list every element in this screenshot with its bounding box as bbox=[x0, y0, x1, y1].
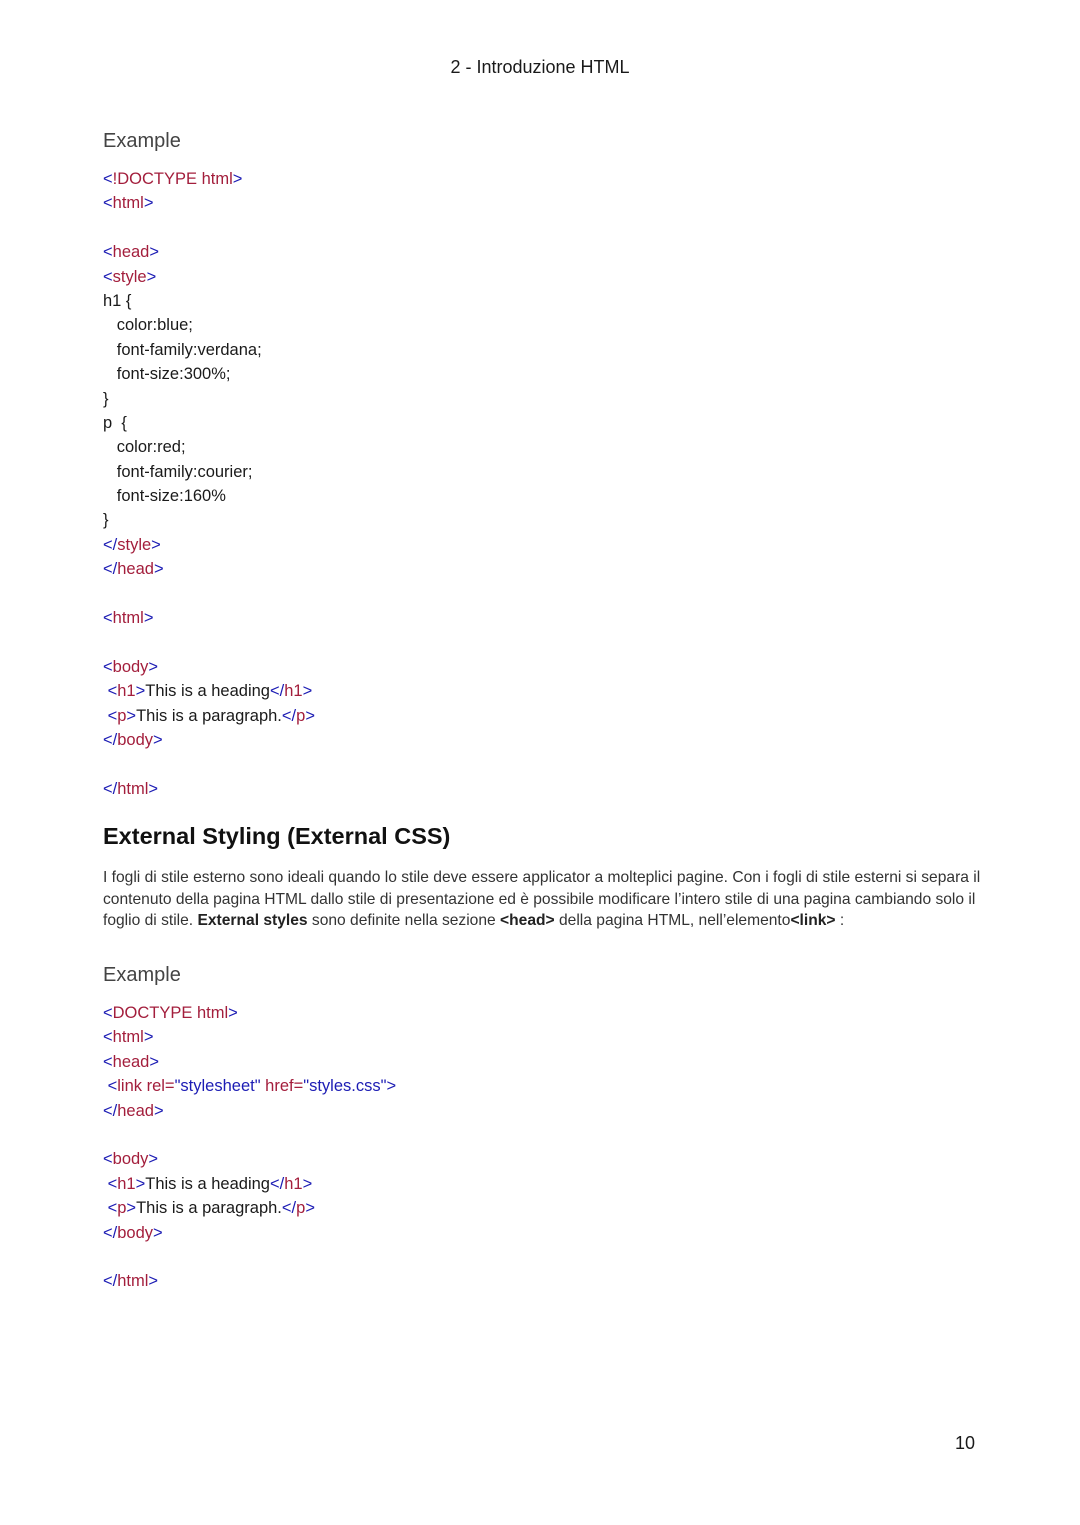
code-token: < bbox=[103, 1052, 113, 1071]
code-block-2 bbox=[103, 1001, 396, 1294]
code-line bbox=[103, 1001, 396, 1025]
code-line bbox=[103, 630, 315, 654]
code-line bbox=[103, 1123, 396, 1147]
code-token: > bbox=[302, 1174, 313, 1193]
code-line bbox=[103, 679, 315, 703]
code-line bbox=[103, 1221, 396, 1245]
example-label-2: Example bbox=[103, 964, 181, 986]
code-token: style bbox=[117, 535, 152, 554]
code-line bbox=[103, 216, 315, 240]
code-token: head bbox=[112, 243, 150, 262]
code-line bbox=[103, 338, 315, 362]
para-text-1: I fogli di stile esterno sono ideali quando lo stile deve essere applicator a molteplici pagine. Con i fogli di stile esterni si separa il contenuto della pagina HTML dallo stile di presentazione ed è possibile modificare l’intero stile di una pagina cambiando solo il foglio di stile. bbox=[103, 869, 981, 930]
code-token: </ bbox=[103, 535, 118, 554]
code-token: </ bbox=[281, 1199, 297, 1218]
code-line bbox=[103, 240, 315, 264]
code-token: < bbox=[103, 243, 113, 262]
code-token: </ bbox=[103, 1101, 118, 1120]
code-token: > bbox=[126, 1199, 137, 1218]
code-token: < bbox=[103, 1028, 113, 1047]
code-line bbox=[103, 752, 315, 776]
code-token: < bbox=[107, 1077, 118, 1096]
code-token: body bbox=[117, 730, 154, 749]
code-line bbox=[103, 1025, 396, 1049]
code-token: p bbox=[296, 1199, 306, 1218]
code-line bbox=[103, 1099, 396, 1123]
code-line bbox=[103, 411, 315, 435]
code-line bbox=[103, 508, 315, 532]
code-token: </ bbox=[103, 560, 118, 579]
code-token: > bbox=[148, 657, 159, 676]
code-token: html bbox=[117, 779, 149, 798]
code-token: > bbox=[149, 243, 159, 262]
para-text-3: della pagina HTML, nell’elemento bbox=[554, 912, 791, 930]
section-title: External Styling (External CSS) bbox=[103, 823, 451, 849]
code-token: < bbox=[103, 1150, 113, 1169]
code-line bbox=[103, 557, 315, 581]
code-token: color:red; bbox=[103, 438, 186, 457]
code-token: > bbox=[305, 1199, 315, 1218]
code-token: > bbox=[153, 730, 163, 749]
example-label-1: Example bbox=[103, 130, 181, 152]
para-bold-link: <link> bbox=[790, 912, 836, 930]
code-token: h1 { bbox=[103, 291, 132, 310]
code-token: < bbox=[103, 1004, 113, 1022]
code-token: style bbox=[112, 267, 147, 286]
code-line bbox=[103, 582, 315, 606]
code-line bbox=[103, 1074, 396, 1098]
code-token: font-size:300%; bbox=[103, 365, 231, 384]
code-token: font-family:courier; bbox=[103, 462, 253, 481]
code-token: < bbox=[107, 1199, 118, 1218]
para-text-2: sono definite nella sezione bbox=[307, 912, 501, 930]
code-line bbox=[103, 1196, 396, 1220]
code-token: head bbox=[117, 1101, 154, 1120]
code-token: > bbox=[232, 170, 243, 188]
code-token: This is a heading bbox=[145, 1174, 270, 1193]
code-token: html bbox=[112, 194, 144, 213]
code-token: > bbox=[135, 682, 146, 701]
code-token: > bbox=[149, 1052, 159, 1071]
code-token: > bbox=[153, 1223, 163, 1242]
code-line bbox=[103, 265, 315, 289]
code-token: !DOCTYPE html bbox=[112, 170, 233, 188]
code-token: > bbox=[143, 609, 154, 628]
code-line bbox=[103, 167, 315, 191]
code-token: } bbox=[103, 511, 109, 530]
code-token: link rel= bbox=[117, 1077, 175, 1096]
code-token: DOCTYPE html bbox=[112, 1004, 229, 1022]
code-token: "stylesheet" bbox=[174, 1077, 261, 1096]
code-line bbox=[103, 1050, 396, 1074]
code-block-1 bbox=[103, 167, 315, 801]
code-token: < bbox=[103, 657, 113, 676]
code-token: > bbox=[302, 682, 313, 701]
code-token: html bbox=[117, 1272, 149, 1291]
code-token: This is a paragraph. bbox=[136, 706, 282, 725]
code-token: < bbox=[107, 1174, 118, 1193]
code-token: p { bbox=[103, 413, 127, 432]
code-line bbox=[103, 728, 315, 752]
code-token: h1 bbox=[284, 682, 303, 701]
code-token: p bbox=[117, 706, 127, 725]
code-token: </ bbox=[103, 1272, 118, 1291]
code-token: h1 bbox=[117, 1174, 136, 1193]
code-token: > bbox=[153, 1101, 164, 1120]
code-token: head bbox=[117, 560, 154, 579]
code-line bbox=[103, 387, 315, 411]
code-token: > bbox=[151, 535, 161, 554]
code-token: > bbox=[305, 706, 315, 725]
code-line bbox=[103, 533, 315, 557]
code-token: color:blue; bbox=[103, 316, 193, 335]
code-line bbox=[103, 435, 315, 459]
code-token: </ bbox=[103, 1223, 118, 1242]
code-token: font-size:160% bbox=[103, 487, 226, 506]
code-line bbox=[103, 1147, 396, 1171]
code-token: > bbox=[228, 1004, 238, 1022]
code-token: head bbox=[112, 1052, 150, 1071]
para-bold-head: <head> bbox=[500, 912, 555, 930]
code-token: > bbox=[148, 779, 159, 798]
code-token: "styles.css" bbox=[303, 1077, 387, 1096]
code-token: h1 bbox=[284, 1174, 303, 1193]
code-token: < bbox=[103, 609, 113, 628]
code-token: > bbox=[153, 560, 164, 579]
code-token: > bbox=[386, 1077, 397, 1096]
code-line bbox=[103, 460, 315, 484]
code-token: html bbox=[112, 609, 144, 628]
code-token: h1 bbox=[117, 682, 136, 701]
code-token: > bbox=[143, 194, 154, 213]
code-token: body bbox=[112, 1150, 149, 1169]
code-token: body bbox=[112, 657, 149, 676]
code-token: < bbox=[107, 682, 118, 701]
code-token: p bbox=[296, 706, 306, 725]
code-line bbox=[103, 606, 315, 630]
code-line bbox=[103, 1172, 396, 1196]
code-token: } bbox=[103, 389, 109, 408]
code-line bbox=[103, 362, 315, 386]
code-token: </ bbox=[103, 779, 118, 798]
code-token: < bbox=[103, 194, 113, 213]
code-token: </ bbox=[269, 1174, 285, 1193]
code-line bbox=[103, 704, 315, 728]
code-token: font-family:verdana; bbox=[103, 340, 262, 359]
code-token: This is a paragraph. bbox=[136, 1199, 282, 1218]
code-token: body bbox=[117, 1223, 154, 1242]
page-number: 10 bbox=[955, 1433, 976, 1453]
code-token: p bbox=[117, 1199, 127, 1218]
code-token: > bbox=[148, 1272, 159, 1291]
code-token: > bbox=[146, 267, 157, 286]
code-token: href= bbox=[260, 1077, 304, 1096]
code-token: html bbox=[112, 1028, 144, 1047]
code-token: </ bbox=[269, 682, 285, 701]
code-token: > bbox=[143, 1028, 154, 1047]
code-line bbox=[103, 1245, 396, 1269]
code-line bbox=[103, 655, 315, 679]
code-line bbox=[103, 191, 315, 215]
code-line bbox=[103, 777, 315, 801]
section-paragraph bbox=[103, 867, 983, 932]
code-token: < bbox=[103, 170, 113, 188]
code-token: > bbox=[135, 1174, 146, 1193]
para-bold-external-styles: External styles bbox=[197, 912, 308, 930]
code-token: < bbox=[103, 267, 113, 286]
code-token: > bbox=[148, 1150, 159, 1169]
page-header-title: 2 - Introduzione HTML bbox=[450, 57, 630, 77]
code-line bbox=[103, 313, 315, 337]
code-line bbox=[103, 289, 315, 313]
code-token: < bbox=[107, 706, 118, 725]
code-token: This is a heading bbox=[145, 682, 270, 701]
para-text-4: : bbox=[835, 912, 845, 930]
code-token: > bbox=[126, 706, 137, 725]
code-line bbox=[103, 484, 315, 508]
code-line bbox=[103, 1269, 396, 1293]
code-token: </ bbox=[281, 706, 297, 725]
code-token: </ bbox=[103, 730, 118, 749]
